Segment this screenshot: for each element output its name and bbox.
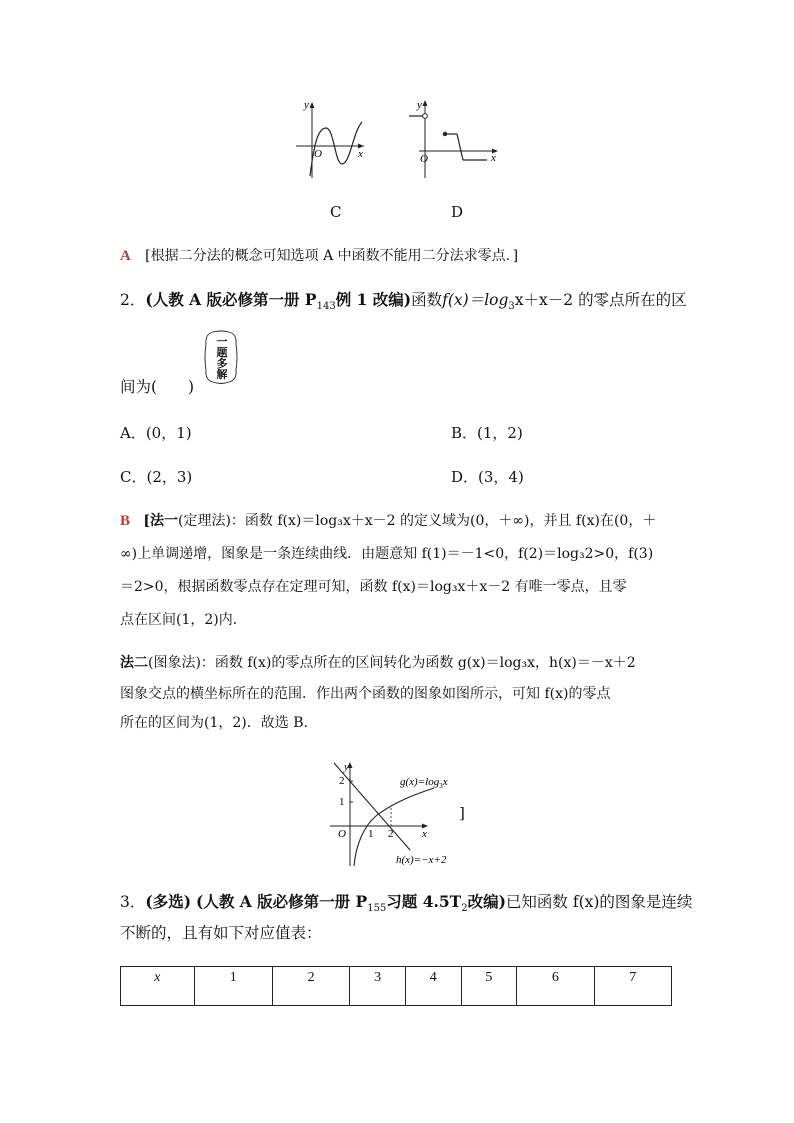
q2-option-c: C．(2，3) — [120, 468, 193, 486]
bubble-text — [212, 336, 232, 380]
q2-source-end: 例 1 改编) — [335, 290, 412, 309]
q2-stem-line1 — [120, 292, 687, 312]
answer-close-bracket: ] — [459, 804, 465, 822]
q3-source-end: 改编) — [467, 892, 506, 911]
method1-text-1: (定理法)：函数 f(x)＝log₃x＋x－2 的定义域为(0，＋∞)，并且 f(x)在(0，＋ — [178, 513, 657, 529]
method2-title: 法二 — [120, 655, 148, 671]
table-cell-1: 1 — [194, 967, 272, 1006]
h-function-label: h(x)=−x+2 — [396, 854, 447, 866]
q2-answer-m1-line2: ∞)上单调递增，图象是一条连续曲线．由题意知 f(1)＝－1<0，f(2)＝log₃2>0，f(3) — [120, 546, 654, 562]
table-cell-5: 5 — [461, 967, 517, 1006]
figure-c-origin: O — [314, 148, 322, 160]
graph-y-label: y — [344, 761, 349, 773]
q3-source-sub2: 2 — [461, 903, 468, 915]
bubble-char-2: 题 — [216, 346, 228, 359]
q3-stem-line1 — [120, 894, 692, 914]
q2-number: 2． — [120, 291, 146, 309]
q3-source: (人教 A 版必修第一册 P — [195, 892, 368, 911]
q2-option-d: D．(3，4) — [451, 468, 524, 486]
table-cell-3: 3 — [350, 967, 406, 1006]
method1-title: [法一 — [143, 513, 178, 529]
graph-x-tick-2: 2 — [388, 828, 394, 840]
q1-answer-text: [根据二分法的概念可知选项 A 中函数不能用二分法求零点．] — [145, 248, 519, 264]
bubble-char-3: 多 — [216, 357, 228, 370]
figure-d-x-label: x — [491, 152, 496, 164]
q3-source-page: 155 — [367, 903, 387, 915]
q2-answer-m2-line1 — [120, 656, 636, 670]
table-cell-x: x — [121, 967, 195, 1006]
bubble-char-4: 解 — [216, 368, 228, 381]
table-cell-4: 4 — [405, 967, 461, 1006]
figure-c-caption: C — [330, 203, 342, 221]
q3-tag: (多选) — [145, 892, 192, 911]
g-function-label: $g(x)=\log_3x$ — [400, 776, 448, 790]
q2-option-b: B．(1，2) — [451, 424, 523, 442]
figure-d-caption: D — [451, 203, 464, 221]
method2-text-1: (图象法)：函数 f(x)的零点所在的区间转化为函数 g(x)＝log₃x，h(x)＝－x＋2 — [148, 655, 636, 671]
bubble-char-1: 一 — [216, 335, 228, 348]
q1-answer-letter: A — [120, 248, 131, 264]
q3-stem-a: 已知函数 f(x)的图象是连续 — [505, 893, 693, 911]
figure-c-x-label: x — [358, 148, 363, 160]
figure-d-graph — [405, 96, 501, 180]
table-cell-2: 2 — [272, 967, 349, 1006]
q2-stem-a: 函数 — [411, 291, 443, 309]
q3-number: 3． — [120, 893, 146, 911]
q3-source-mid: 习题 4.5T — [386, 892, 462, 911]
intersection-graph — [326, 760, 456, 868]
q2-answer-m2-line2: 图象交点的横坐标所在的范围．作出两个函数的图象如图所示，可知 f(x)的零点 — [120, 686, 611, 702]
q2-answer-m2-line3: 所在的区间为(1，2)．故选 B. — [120, 715, 308, 731]
figure-d-y-label: y — [417, 99, 422, 111]
q2-log-base: 3 — [508, 301, 515, 313]
figure-c-graph — [290, 96, 370, 180]
table-row — [121, 967, 672, 1006]
q2-stem-b: x＋x－2 的零点所在的区 — [514, 291, 687, 309]
graph-y-tick-2: 2 — [339, 775, 345, 787]
q2-stem-line2: 间为( ) — [120, 378, 195, 396]
q1-answer-line — [120, 248, 518, 264]
q3-stem-line2: 不断的，且有如下对应值表： — [120, 924, 322, 942]
q2-answer-m1-line4: 点在区间(1，2)内． — [120, 612, 247, 628]
graph-origin: O — [338, 828, 346, 840]
figure-d-origin: O — [420, 153, 428, 165]
q2-option-a: A．(0，1) — [120, 424, 192, 442]
value-table — [120, 966, 672, 1006]
graph-x-tick-1: 1 — [368, 828, 374, 840]
q2-source-page: 143 — [316, 301, 336, 313]
q2-answer-m1-line3: ＝2>0，根据函数零点存在定理可知，函数 f(x)＝log₃x＋x－2 有唯一零点，且零 — [120, 579, 627, 595]
table-cell-7: 7 — [594, 967, 671, 1006]
figure-c-y-label: y — [304, 99, 309, 111]
q2-answer-m1-line1 — [120, 514, 656, 529]
q2-source: (人教 A 版必修第一册 P — [145, 290, 317, 309]
graph-y-tick-1: 1 — [339, 796, 345, 808]
q2-answer-letter: B — [120, 513, 131, 529]
graph-x-label: x — [422, 828, 427, 840]
q2-stem-fx: f(x)＝log — [442, 291, 509, 309]
table-cell-6: 6 — [517, 967, 594, 1006]
